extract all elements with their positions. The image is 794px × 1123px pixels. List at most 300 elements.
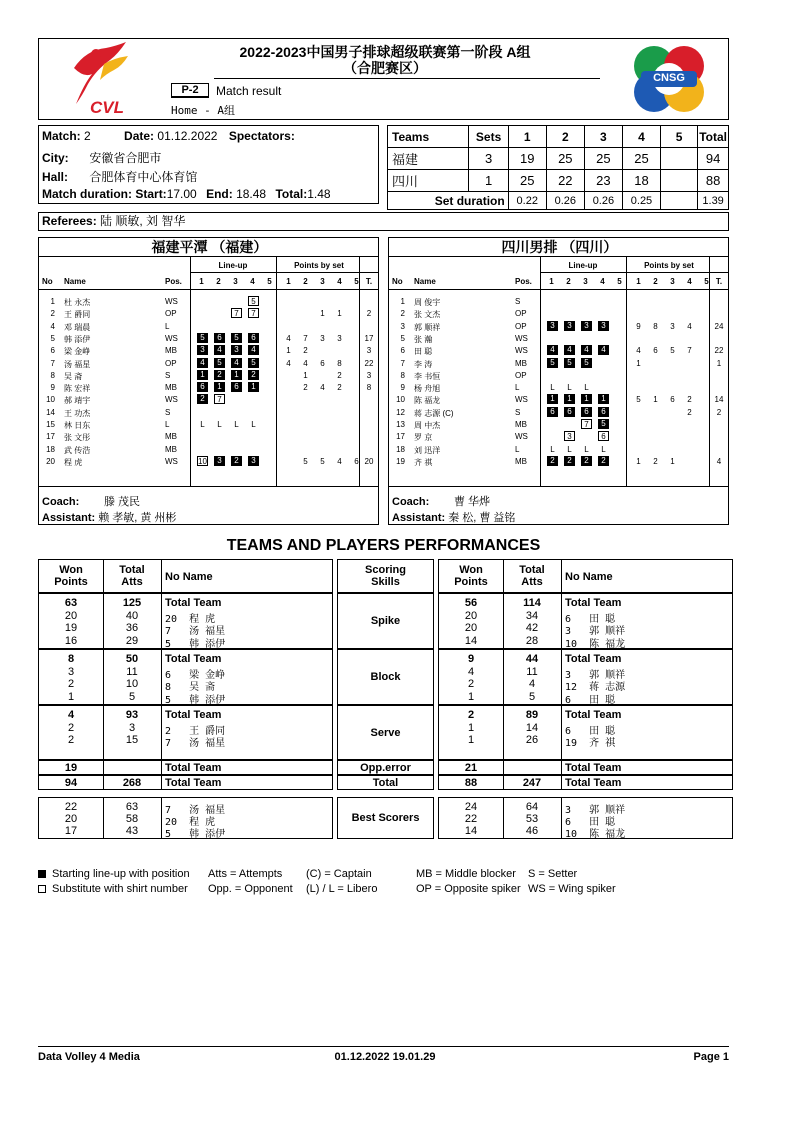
team-b-coach-name: 曹 华烨 xyxy=(454,496,491,508)
points-by-set: 8 xyxy=(337,358,342,368)
won-points: 3 xyxy=(67,665,75,678)
score-set xyxy=(661,148,698,170)
player-name: 梁 金峥 xyxy=(64,347,91,357)
lineup-start-box: 4 xyxy=(214,345,225,355)
perf-right-block xyxy=(438,649,733,705)
player-position: S xyxy=(165,370,171,380)
cvl-logo-text: CVL xyxy=(90,98,124,117)
team-b-col-lineup-set: 1 xyxy=(549,277,554,286)
points-by-set: 2 xyxy=(653,456,658,466)
player-number: 6 xyxy=(50,346,55,356)
player-name: Total Team xyxy=(565,653,622,665)
player-name: 刘 迅洋 xyxy=(414,445,441,455)
perf-right-opp-error-sep xyxy=(561,761,562,774)
player-number: 2 xyxy=(50,309,55,319)
won-points: 8 xyxy=(67,653,75,665)
team-b-col-lineup-set: 2 xyxy=(566,277,571,286)
player-name: 陈 福龙 xyxy=(414,396,441,406)
score-row xyxy=(388,170,729,192)
won-points: 1 xyxy=(467,721,475,734)
team-b-assistant xyxy=(392,509,515,525)
team-a-assistant-label: Assistant: xyxy=(42,512,96,524)
player-name: 8 吴 斋 xyxy=(165,682,216,693)
perf-total xyxy=(337,775,434,790)
total-atts: 11 xyxy=(126,665,138,678)
player-name: 韩 添伊 xyxy=(64,334,91,344)
team-a-coach xyxy=(42,493,140,509)
player-name: 王 爵同 xyxy=(64,310,91,320)
set-duration: 0.25 xyxy=(622,192,660,210)
lineup-start-box: 5 xyxy=(248,358,259,368)
team-b-player-row xyxy=(389,419,730,431)
won-points: 22 xyxy=(464,813,478,825)
legend-mb: MB = Middle blocker xyxy=(416,868,516,880)
player-name: 3 郭 顺祥 xyxy=(565,669,626,681)
perf-right-best-sep xyxy=(561,798,562,838)
points-by-set: 1 xyxy=(653,395,658,405)
points-by-set: 2 xyxy=(303,346,308,356)
perf-left-opp-error-sep xyxy=(161,761,162,774)
score-sets: 3 xyxy=(469,148,508,170)
start-value: 17.00 xyxy=(166,187,197,201)
team-b-player-row xyxy=(389,345,730,357)
perf-left-total xyxy=(38,775,333,790)
perf-header-skills-label: Scoring Skills xyxy=(365,564,406,588)
player-position: MB xyxy=(165,346,177,356)
doc-code: P-2 xyxy=(181,84,199,96)
team-b-player-row xyxy=(389,333,730,345)
footer-left: Data Volley 4 Media xyxy=(38,1051,140,1063)
total-atts: 5 xyxy=(128,690,136,703)
lineup-sub-box: 3 xyxy=(564,431,575,441)
lineup-sub-box: 6 xyxy=(598,431,609,441)
footer-line xyxy=(38,1046,729,1047)
player-number: 9 xyxy=(400,383,405,393)
city-value: 安徽省合肥市 xyxy=(89,151,162,165)
footer-page: Page 1 xyxy=(693,1051,729,1063)
lineup-libero: L xyxy=(567,444,572,454)
player-name: Total Team xyxy=(565,597,622,609)
team-a-player-row xyxy=(39,358,380,370)
won-points: 2 xyxy=(67,734,75,746)
total-atts: 28 xyxy=(525,634,539,647)
player-name: 7 汤 福星 xyxy=(165,738,226,749)
lineup-start-box: 4 xyxy=(581,345,592,355)
team-a-assistant xyxy=(42,509,176,525)
won-points: 14 xyxy=(464,634,478,647)
lineup-start-box: 2 xyxy=(581,456,592,466)
page-subtitle: （合肥赛区） xyxy=(343,60,427,76)
total-atts: 26 xyxy=(525,734,539,746)
total-atts: 11 xyxy=(526,665,538,678)
team-b-coach-line xyxy=(389,486,728,487)
score-set: 18 xyxy=(622,170,660,192)
player-name: 12 蒋 志源 xyxy=(565,682,626,693)
score-set: 25 xyxy=(546,148,584,170)
lineup-start-box: 5 xyxy=(598,419,609,429)
lineup-libero: L xyxy=(550,383,555,393)
won-points: 2 xyxy=(467,678,475,690)
total-atts: 5 xyxy=(528,690,536,703)
won-points: 17 xyxy=(64,825,78,837)
points-by-set: 5 xyxy=(670,346,675,356)
perf-left-spike xyxy=(38,593,333,649)
lineup-start-box: 3 xyxy=(231,345,242,355)
team-a-col-points-set: 4 xyxy=(337,277,342,286)
won-points: 56 xyxy=(464,597,478,609)
score-set: 25 xyxy=(508,170,546,192)
player-total-points: 17 xyxy=(364,333,374,343)
lineup-start-box: 1 xyxy=(598,394,609,404)
lineup-start-box: 4 xyxy=(197,358,208,368)
player-total-points: 1 xyxy=(716,358,722,368)
perf-left-opp-error xyxy=(38,760,333,775)
won-points: 22 xyxy=(64,801,78,813)
score-header-set5: 5 xyxy=(661,126,698,148)
total-atts: 14 xyxy=(525,721,539,734)
player-name: 7 汤 福星 xyxy=(165,805,226,816)
total-atts: 44 xyxy=(525,653,539,665)
won-points: 2 xyxy=(67,721,75,734)
perf-skill-serve-label: Serve xyxy=(370,726,401,739)
player-number: 17 xyxy=(46,432,55,442)
total-atts: 40 xyxy=(125,609,139,622)
lineup-start-box: 4 xyxy=(231,358,242,368)
perf-skill-spike xyxy=(337,593,434,649)
legend-starting-text: Starting line-up with position xyxy=(52,868,190,880)
team-a-col-lineup-set: 3 xyxy=(233,277,238,286)
won-points: 88 xyxy=(464,777,478,789)
total-atts: 58 xyxy=(125,813,139,825)
points-by-set: 4 xyxy=(286,333,291,343)
end-value: 18.48 xyxy=(236,187,267,201)
lineup-start-box: 5 xyxy=(547,358,558,368)
lineup-start-box: 4 xyxy=(598,345,609,355)
player-name: 10 陈 福龙 xyxy=(565,829,626,840)
doc-code-badge xyxy=(171,83,209,98)
team-b-col-lineup-set: 3 xyxy=(583,277,588,286)
points-by-set: 5 xyxy=(320,456,325,466)
team-b-lineup-header: Line-up xyxy=(568,261,598,270)
lineup-start-box: 1 xyxy=(547,394,558,404)
won-points: 4 xyxy=(467,665,475,678)
team-a-col-lineup-set: 2 xyxy=(216,277,221,286)
score-sets: 1 xyxy=(469,170,508,192)
team-b-header-line xyxy=(389,289,728,290)
player-number: 7 xyxy=(400,358,405,368)
referees-value: 陆 顺敏, 刘 智华 xyxy=(100,214,186,228)
set-duration-label: Set duration xyxy=(388,192,509,210)
total-atts: 3 xyxy=(128,721,136,734)
player-number: 4 xyxy=(50,321,55,331)
player-name: 5 韩 添伊 xyxy=(165,829,226,840)
lineup-sub-box: 7 xyxy=(248,308,259,318)
team-b-col-no: No xyxy=(392,277,403,286)
player-name: 7 汤 福星 xyxy=(165,626,226,637)
team-a-col-total: T. xyxy=(365,277,373,286)
lineup-start-box: 1 xyxy=(581,394,592,404)
player-position: WS xyxy=(515,346,528,356)
score-header-teams: Teams xyxy=(388,126,469,148)
total-atts: 50 xyxy=(125,653,139,665)
player-name: 20 程 虎 xyxy=(165,613,216,625)
won-points: 94 xyxy=(64,777,78,789)
lineup-start-box: 1 xyxy=(214,382,225,392)
score-set xyxy=(661,170,698,192)
won-points: 19 xyxy=(64,762,78,774)
player-position: WS xyxy=(165,456,178,466)
team-a-col-lineup-set: 1 xyxy=(199,277,204,286)
player-name: Total Team xyxy=(565,709,622,721)
team-b-player-row xyxy=(389,431,730,443)
perf-left-serve-sep xyxy=(161,706,162,759)
team-b-col-pos: Pos. xyxy=(515,277,532,286)
lineup-start-box: 3 xyxy=(214,456,225,466)
player-name: 6 梁 金峥 xyxy=(165,669,226,681)
team-b-player-row xyxy=(389,394,730,406)
points-by-set: 3 xyxy=(320,333,325,343)
team-b-col-name: Name xyxy=(414,277,436,286)
won-points: 20 xyxy=(64,609,78,622)
player-number: 13 xyxy=(396,420,405,429)
team-a-points-header: Points by set xyxy=(294,261,344,270)
player-number: 14 xyxy=(46,407,55,417)
score-total: 94 xyxy=(698,148,729,170)
won-points: 20 xyxy=(64,813,78,825)
won-points: 4 xyxy=(67,709,75,721)
points-by-set: 7 xyxy=(303,333,308,343)
lineup-start-box: 6 xyxy=(197,382,208,392)
score-total: 88 xyxy=(698,170,729,192)
points-by-set: 7 xyxy=(687,346,692,356)
points-by-set: 8 xyxy=(653,321,658,331)
team-a-player-row xyxy=(39,370,380,382)
perf-total-label: Total xyxy=(372,776,399,789)
player-name: 邓 瑞晨 xyxy=(64,322,91,332)
match-info xyxy=(42,129,378,201)
player-number: 17 xyxy=(396,432,405,442)
player-number: 8 xyxy=(400,370,405,380)
player-name: 6 田 聪 xyxy=(565,694,616,706)
player-position: MB xyxy=(515,358,527,368)
player-number: 1 xyxy=(50,297,55,306)
player-name: 武 传浩 xyxy=(64,445,91,455)
score-set: 22 xyxy=(546,170,584,192)
perf-header-left-sep xyxy=(161,560,162,592)
points-by-set: 5 xyxy=(636,395,641,405)
team-b-player-row xyxy=(389,370,730,382)
team-b-col-points-set: 5 xyxy=(704,277,709,286)
perf-left-spike-sep xyxy=(161,594,162,648)
player-name: 张 瀚 xyxy=(414,334,433,344)
perf-left-total-sep xyxy=(161,776,162,789)
player-number: 2 xyxy=(400,309,405,319)
player-name: 王 功杰 xyxy=(64,408,91,418)
player-name: Total Team xyxy=(565,762,622,774)
points-by-set: 2 xyxy=(337,383,342,393)
perf-skill-block xyxy=(337,649,434,705)
player-position: OP xyxy=(515,370,527,380)
set-duration-row xyxy=(388,192,729,210)
header-won-points: Won Points xyxy=(54,564,88,588)
lineup-start-box: 1 xyxy=(248,382,259,392)
perf-right-best xyxy=(438,797,733,839)
points-by-set: 2 xyxy=(687,407,692,417)
legend-atts: Atts = Attempts xyxy=(208,868,283,880)
team-a-player-row xyxy=(39,382,380,394)
legend-captain: (C) = Captain xyxy=(306,868,372,880)
spectators-label: Spectators: xyxy=(228,129,295,143)
player-number: 18 xyxy=(396,444,405,454)
total-atts: 43 xyxy=(125,825,139,837)
player-name: 6 田 聪 xyxy=(565,613,616,625)
player-name: 周 中杰 xyxy=(414,421,441,430)
team-b-assistant-label: Assistant: xyxy=(392,512,446,524)
team-a-player-row xyxy=(39,444,380,456)
player-total-points: 2 xyxy=(366,309,372,319)
header-total-atts: Total Atts xyxy=(119,564,145,588)
player-name: 林 日东 xyxy=(64,421,91,430)
points-by-set: 4 xyxy=(687,321,692,331)
lineup-start-box: 2 xyxy=(248,370,259,380)
player-position: L xyxy=(515,444,520,454)
lineup-start-box: 2 xyxy=(547,456,558,466)
won-points: 20 xyxy=(464,609,478,622)
player-total-points: 3 xyxy=(366,346,372,356)
lineup-sub-box: 7 xyxy=(231,308,242,318)
player-number: 8 xyxy=(50,370,55,380)
lineup-start-box: 4 xyxy=(564,345,575,355)
team-b-player-row xyxy=(389,407,730,419)
won-points: 2 xyxy=(467,709,475,721)
won-points: 1 xyxy=(467,690,475,703)
total-atts: 29 xyxy=(125,634,139,647)
player-number: 5 xyxy=(50,333,55,343)
match-number: 2 xyxy=(84,129,91,143)
player-number: 20 xyxy=(46,456,55,466)
points-by-set: 9 xyxy=(636,321,641,331)
legend-ws: WS = Wing spiker xyxy=(528,883,616,895)
lineup-start-box: 6 xyxy=(231,382,242,392)
team-a-player-row xyxy=(39,407,380,419)
team-b-player-row xyxy=(389,321,730,333)
doc-label: Match result xyxy=(216,84,282,98)
points-by-set: 4 xyxy=(303,358,308,368)
date-value: 01.12.2022 xyxy=(157,129,218,143)
player-name: 张 文杰 xyxy=(414,310,441,320)
player-name: 5 韩 添伊 xyxy=(165,694,226,706)
team-b-team-name: 四川男排 （四川） xyxy=(501,239,618,255)
player-total-points: 4 xyxy=(716,456,722,466)
won-points: 21 xyxy=(464,762,478,774)
player-position: MB xyxy=(515,456,527,466)
team-a-col-lineup-set: 5 xyxy=(267,277,272,286)
lineup-start-box: 3 xyxy=(197,345,208,355)
total-atts: 93 xyxy=(125,709,139,721)
total-atts: 10 xyxy=(125,678,139,690)
points-by-set: 1 xyxy=(337,309,342,319)
doc-sub: Home - A组 xyxy=(171,104,235,117)
perf-skill-serve xyxy=(337,705,434,760)
team-b-col-lineup-set: 4 xyxy=(600,277,605,286)
player-name: 3 郭 顺祥 xyxy=(565,805,626,816)
score-set: 25 xyxy=(584,148,622,170)
total-atts: 4 xyxy=(528,678,536,690)
score-row xyxy=(388,148,729,170)
player-position: WS xyxy=(165,333,178,343)
perf-header-skills xyxy=(337,559,434,593)
end-label: End: xyxy=(206,187,233,201)
lineup-libero: L xyxy=(251,420,256,429)
team-a-roster xyxy=(38,237,379,525)
team-a-col-points-set: 2 xyxy=(303,277,308,286)
legend-substitute xyxy=(38,883,208,895)
lineup-start-box: 5 xyxy=(231,333,242,343)
team-b-player-row xyxy=(389,358,730,370)
player-name: 10 陈 福龙 xyxy=(565,638,626,650)
team-b-player-row xyxy=(389,382,730,394)
player-total-points: 14 xyxy=(714,395,724,405)
team-a-col-pos: Pos. xyxy=(165,277,182,286)
lineup-start-box: 6 xyxy=(598,407,609,417)
points-by-set: 6 xyxy=(670,395,675,405)
team-a-col-lineup-set: 4 xyxy=(250,277,255,286)
player-position: OP xyxy=(515,309,527,319)
team-a-player-row xyxy=(39,308,380,320)
total-atts: 34 xyxy=(525,609,539,622)
team-a-player-row xyxy=(39,345,380,357)
player-number: 19 xyxy=(396,456,405,466)
player-name: Total Team xyxy=(165,653,222,665)
player-number: 1 xyxy=(400,297,405,306)
score-table xyxy=(387,125,729,208)
player-name: 5 韩 添伊 xyxy=(165,638,226,650)
points-by-set: 1 xyxy=(286,346,291,356)
perf-right-opp-error-sep xyxy=(503,761,504,774)
referees-box xyxy=(38,212,729,231)
player-total-points: 22 xyxy=(714,346,724,356)
total-atts: 64 xyxy=(525,801,539,813)
lineup-start-box: 5 xyxy=(581,358,592,368)
total-atts: 125 xyxy=(122,597,142,609)
header-won-points: Won Points xyxy=(454,564,488,588)
legend-opp: Opp. = Opponent xyxy=(208,883,293,895)
player-name: 郭 顺祥 xyxy=(414,322,441,332)
footer-center: 01.12.2022 19.01.29 xyxy=(334,1051,436,1063)
total-atts: 63 xyxy=(125,801,139,813)
total-atts: 89 xyxy=(525,709,539,721)
points-by-set: 1 xyxy=(303,370,308,380)
lineup-start-box: 3 xyxy=(547,321,558,331)
player-name: 20 程 虎 xyxy=(165,817,216,828)
lineup-start-box: 5 xyxy=(564,358,575,368)
player-number: 12 xyxy=(396,407,405,417)
player-name: 郝 靖宇 xyxy=(64,396,91,406)
title-underline xyxy=(214,78,600,79)
duration-label: Match duration: xyxy=(42,187,132,201)
cnsg-logo-text: CNSG xyxy=(653,72,685,84)
lineup-start-box: 2 xyxy=(197,394,208,404)
team-b-col-points-set: 4 xyxy=(687,277,692,286)
player-position: WS xyxy=(515,432,528,442)
team-a-title-line xyxy=(39,256,378,257)
player-name: Total Team xyxy=(165,777,222,789)
team-b-roster xyxy=(388,237,729,525)
lineup-start-box: 6 xyxy=(214,333,225,343)
perf-skill-spike-label: Spike xyxy=(370,615,401,627)
perf-opp-error-label: Opp.error xyxy=(360,761,411,774)
lineup-start-box: 2 xyxy=(231,456,242,466)
